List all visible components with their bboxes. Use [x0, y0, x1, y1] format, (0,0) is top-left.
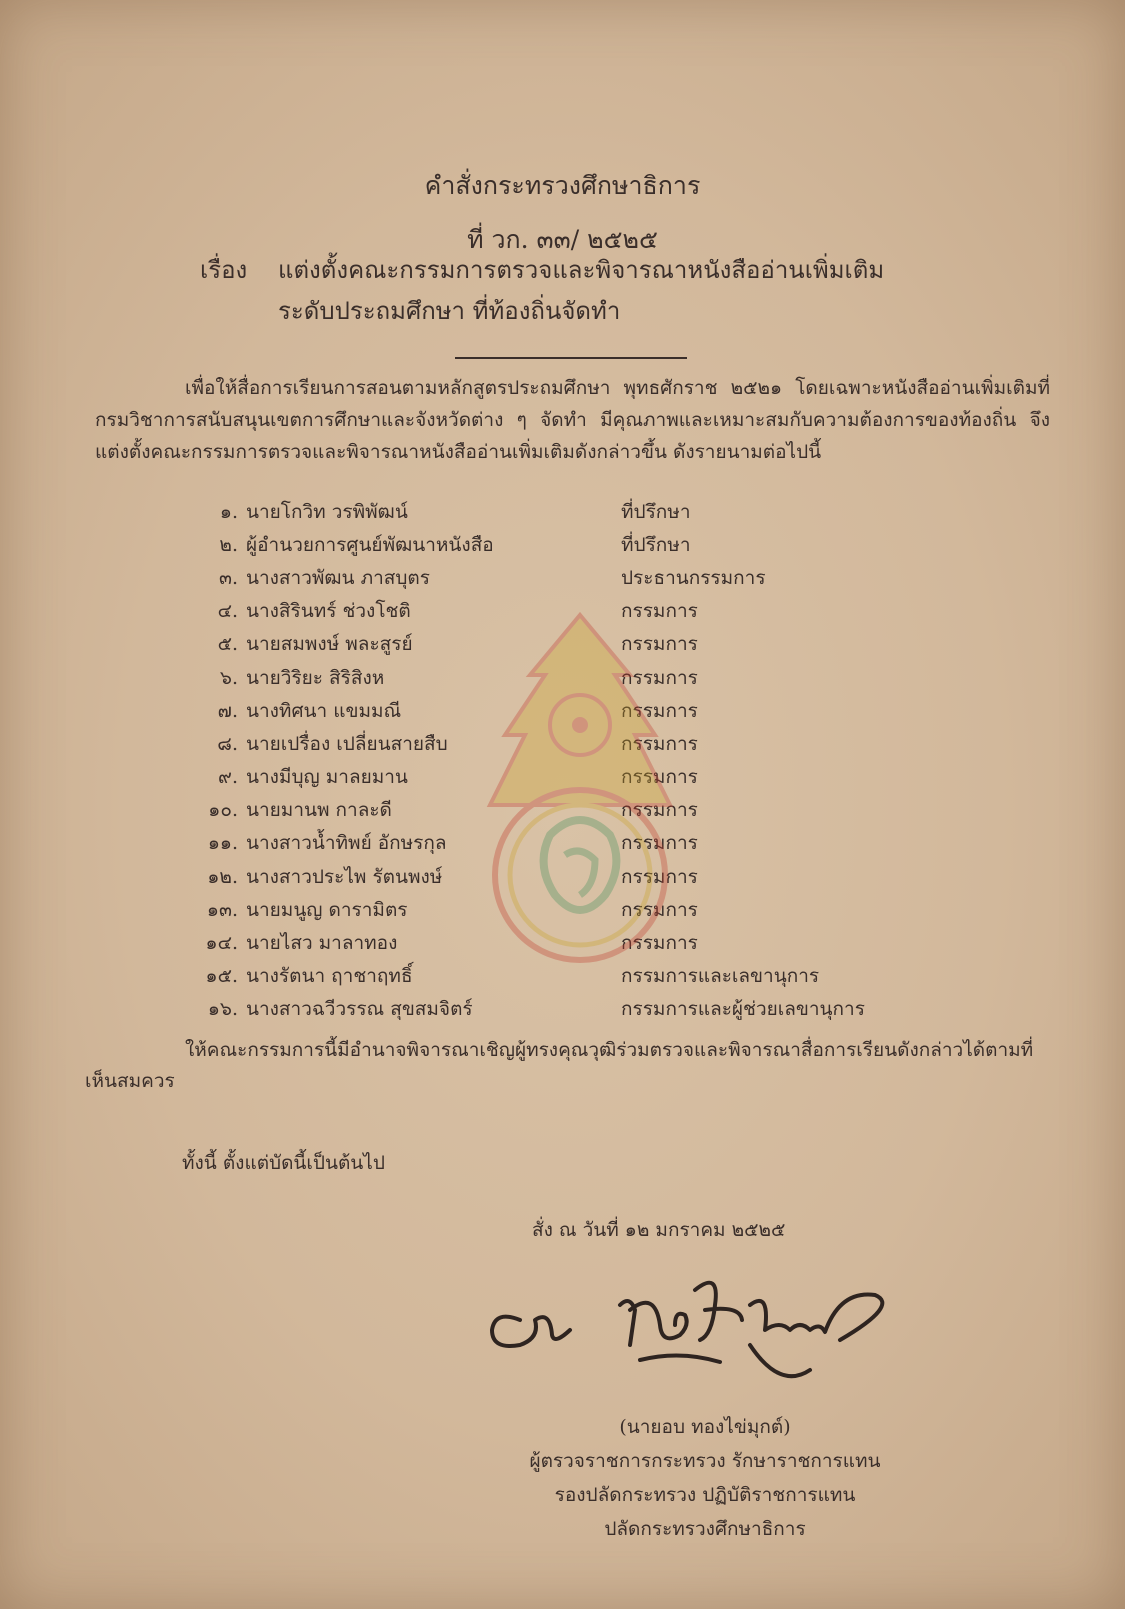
member-number: ๑๕.: [205, 965, 238, 988]
member-number: ๖.: [219, 666, 238, 689]
order-number: ที่ วก. ๓๓/ ๒๕๒๕: [467, 225, 658, 254]
member-name: นางสิรินทร์ ช่วงโชติ: [246, 600, 411, 623]
member-number: ๗.: [217, 699, 238, 722]
member-name: นายเปรื่อง เปลี่ยนสายสืบ: [246, 732, 448, 755]
member-name: นายโกวิท วรพิพัฒน์: [246, 500, 408, 523]
member-number: ๒.: [219, 533, 238, 556]
order-date: สั่ง ณ วันที่ ๑๒ มกราคม ๒๕๒๕: [532, 1219, 786, 1241]
member-number: ๑๑.: [207, 832, 238, 855]
member-name: นางสาวน้ำทิพย์ อักษรกุล: [246, 832, 447, 855]
member-role: กรรมการ: [621, 732, 698, 755]
member-name: นางมีบุญ มาลยมาน: [246, 766, 408, 789]
effective-clause: ทั้งนี้ ตั้งแต่บัดนี้เป็นต้นไป: [182, 1152, 385, 1174]
member-number: ๙.: [218, 766, 238, 789]
member-number: ๑.: [219, 500, 238, 523]
signer-position-1: ผู้ตรวจราชการกระทรวง รักษาราชการแทน: [529, 1450, 881, 1472]
member-name: นางทิศนา แขมมณี: [246, 699, 402, 722]
signer-position-3: ปลัดกระทรวงศึกษาธิการ: [604, 1518, 806, 1540]
member-name: ผู้อำนวยการศูนย์พัฒนาหนังสือ: [246, 533, 494, 556]
member-role: กรรมการ: [621, 932, 698, 955]
subject-label: เรื่อง: [200, 256, 248, 284]
member-row: [190, 561, 930, 594]
member-role: กรรมการ: [621, 633, 698, 656]
member-number: ๑๔.: [205, 932, 238, 955]
member-role: กรรมการ: [621, 865, 698, 888]
member-name: นายมนูญ ดารามิตร: [246, 898, 408, 921]
member-row: [190, 495, 930, 528]
emblem-watermark: [455, 605, 705, 985]
member-number: ๑๒.: [207, 865, 238, 888]
divider: [455, 357, 687, 359]
member-role: กรรมการ: [621, 799, 698, 822]
order-subject: [200, 250, 980, 332]
member-name: นางรัตนา ฤาชาฤทธิ์: [246, 965, 413, 988]
member-name: นายมานพ กาละดี: [246, 799, 392, 822]
member-role: กรรมการ: [621, 600, 698, 623]
member-role: ที่ปรึกษา: [621, 533, 691, 556]
member-role: ที่ปรึกษา: [621, 500, 691, 523]
member-name: นางสาวประไพ รัตนพงษ์: [246, 865, 443, 888]
member-name: นางสาวพัฒน ภาสบุตร: [246, 566, 430, 589]
member-name: นายวิริยะ สิริสิงห: [246, 666, 385, 689]
signer-name: (นายอบ ทองไข่มุกต์): [619, 1416, 791, 1438]
subject-line-1: แต่งตั้งคณะกรรมการตรวจและพิจารณาหนังสืออ่านเพิ่มเติม: [278, 256, 885, 284]
member-number: ๘.: [217, 732, 238, 755]
member-name: นายไสว มาลาทอง: [246, 932, 398, 955]
member-number: ๔.: [217, 600, 238, 623]
order-title: คำสั่งกระทรวงศึกษาธิการ: [424, 171, 701, 200]
subject-line-2: ระดับประถมศึกษา ที่ท้องถิ่นจัดทำ: [278, 297, 621, 325]
member-role: กรรมการ: [621, 699, 698, 722]
member-role: กรรมการและเลขานุการ: [621, 965, 820, 988]
body-paragraph: เพื่อให้สื่อการเรียนการสอนตามหลักสูตรประถมศึกษา พุทธศักราช ๒๕๒๑ โดยเฉพาะหนังสืออ่านเพิ่มเติมที่กรมวิชาการสนับสนุนเขตการศึกษาและจังหวัดต่าง ๆ จัดทำ มีคุณภาพและเหมาะสมกับความต้องการของท้องถิ่น จึงแต่งตั้งคณะกรรมการตรวจและพิจารณาหนังสืออ่านเพิ่มเติมดังกล่าวขึ้น ดังรายนามต่อไปนี้: [95, 377, 1050, 463]
member-role: กรรมการ: [621, 898, 698, 921]
closing-paragraph: ให้คณะกรรมการนี้มีอำนาจพิจารณาเชิญผู้ทรงคุณวุฒิร่วมตรวจและพิจารณาสื่อการเรียนดังกล่าวได้ตามที่เห็นสมควร: [85, 1039, 1034, 1092]
member-role: กรรมการและผู้ช่วยเลขานุการ: [621, 998, 865, 1021]
member-name: นางสาวฉวีวรรณ สุขสมจิตร์: [246, 998, 473, 1021]
member-role: กรรมการ: [621, 666, 698, 689]
member-number: ๑๓.: [206, 898, 238, 921]
member-role: กรรมการ: [621, 766, 698, 789]
handwritten-signature: [480, 1250, 920, 1400]
member-name: นายสมพงษ์ พละสูรย์: [246, 633, 413, 656]
member-row: [190, 993, 930, 1026]
member-number: ๑๖.: [207, 998, 238, 1021]
member-role: กรรมการ: [621, 832, 698, 855]
member-row: [190, 528, 930, 561]
member-number: ๕.: [217, 633, 238, 656]
signer-position-2: รองปลัดกระทรวง ปฏิบัติราชการแทน: [554, 1484, 856, 1506]
member-number: ๓.: [218, 566, 238, 589]
member-number: ๑๐.: [208, 799, 238, 822]
member-role: ประธานกรรมการ: [621, 566, 766, 589]
